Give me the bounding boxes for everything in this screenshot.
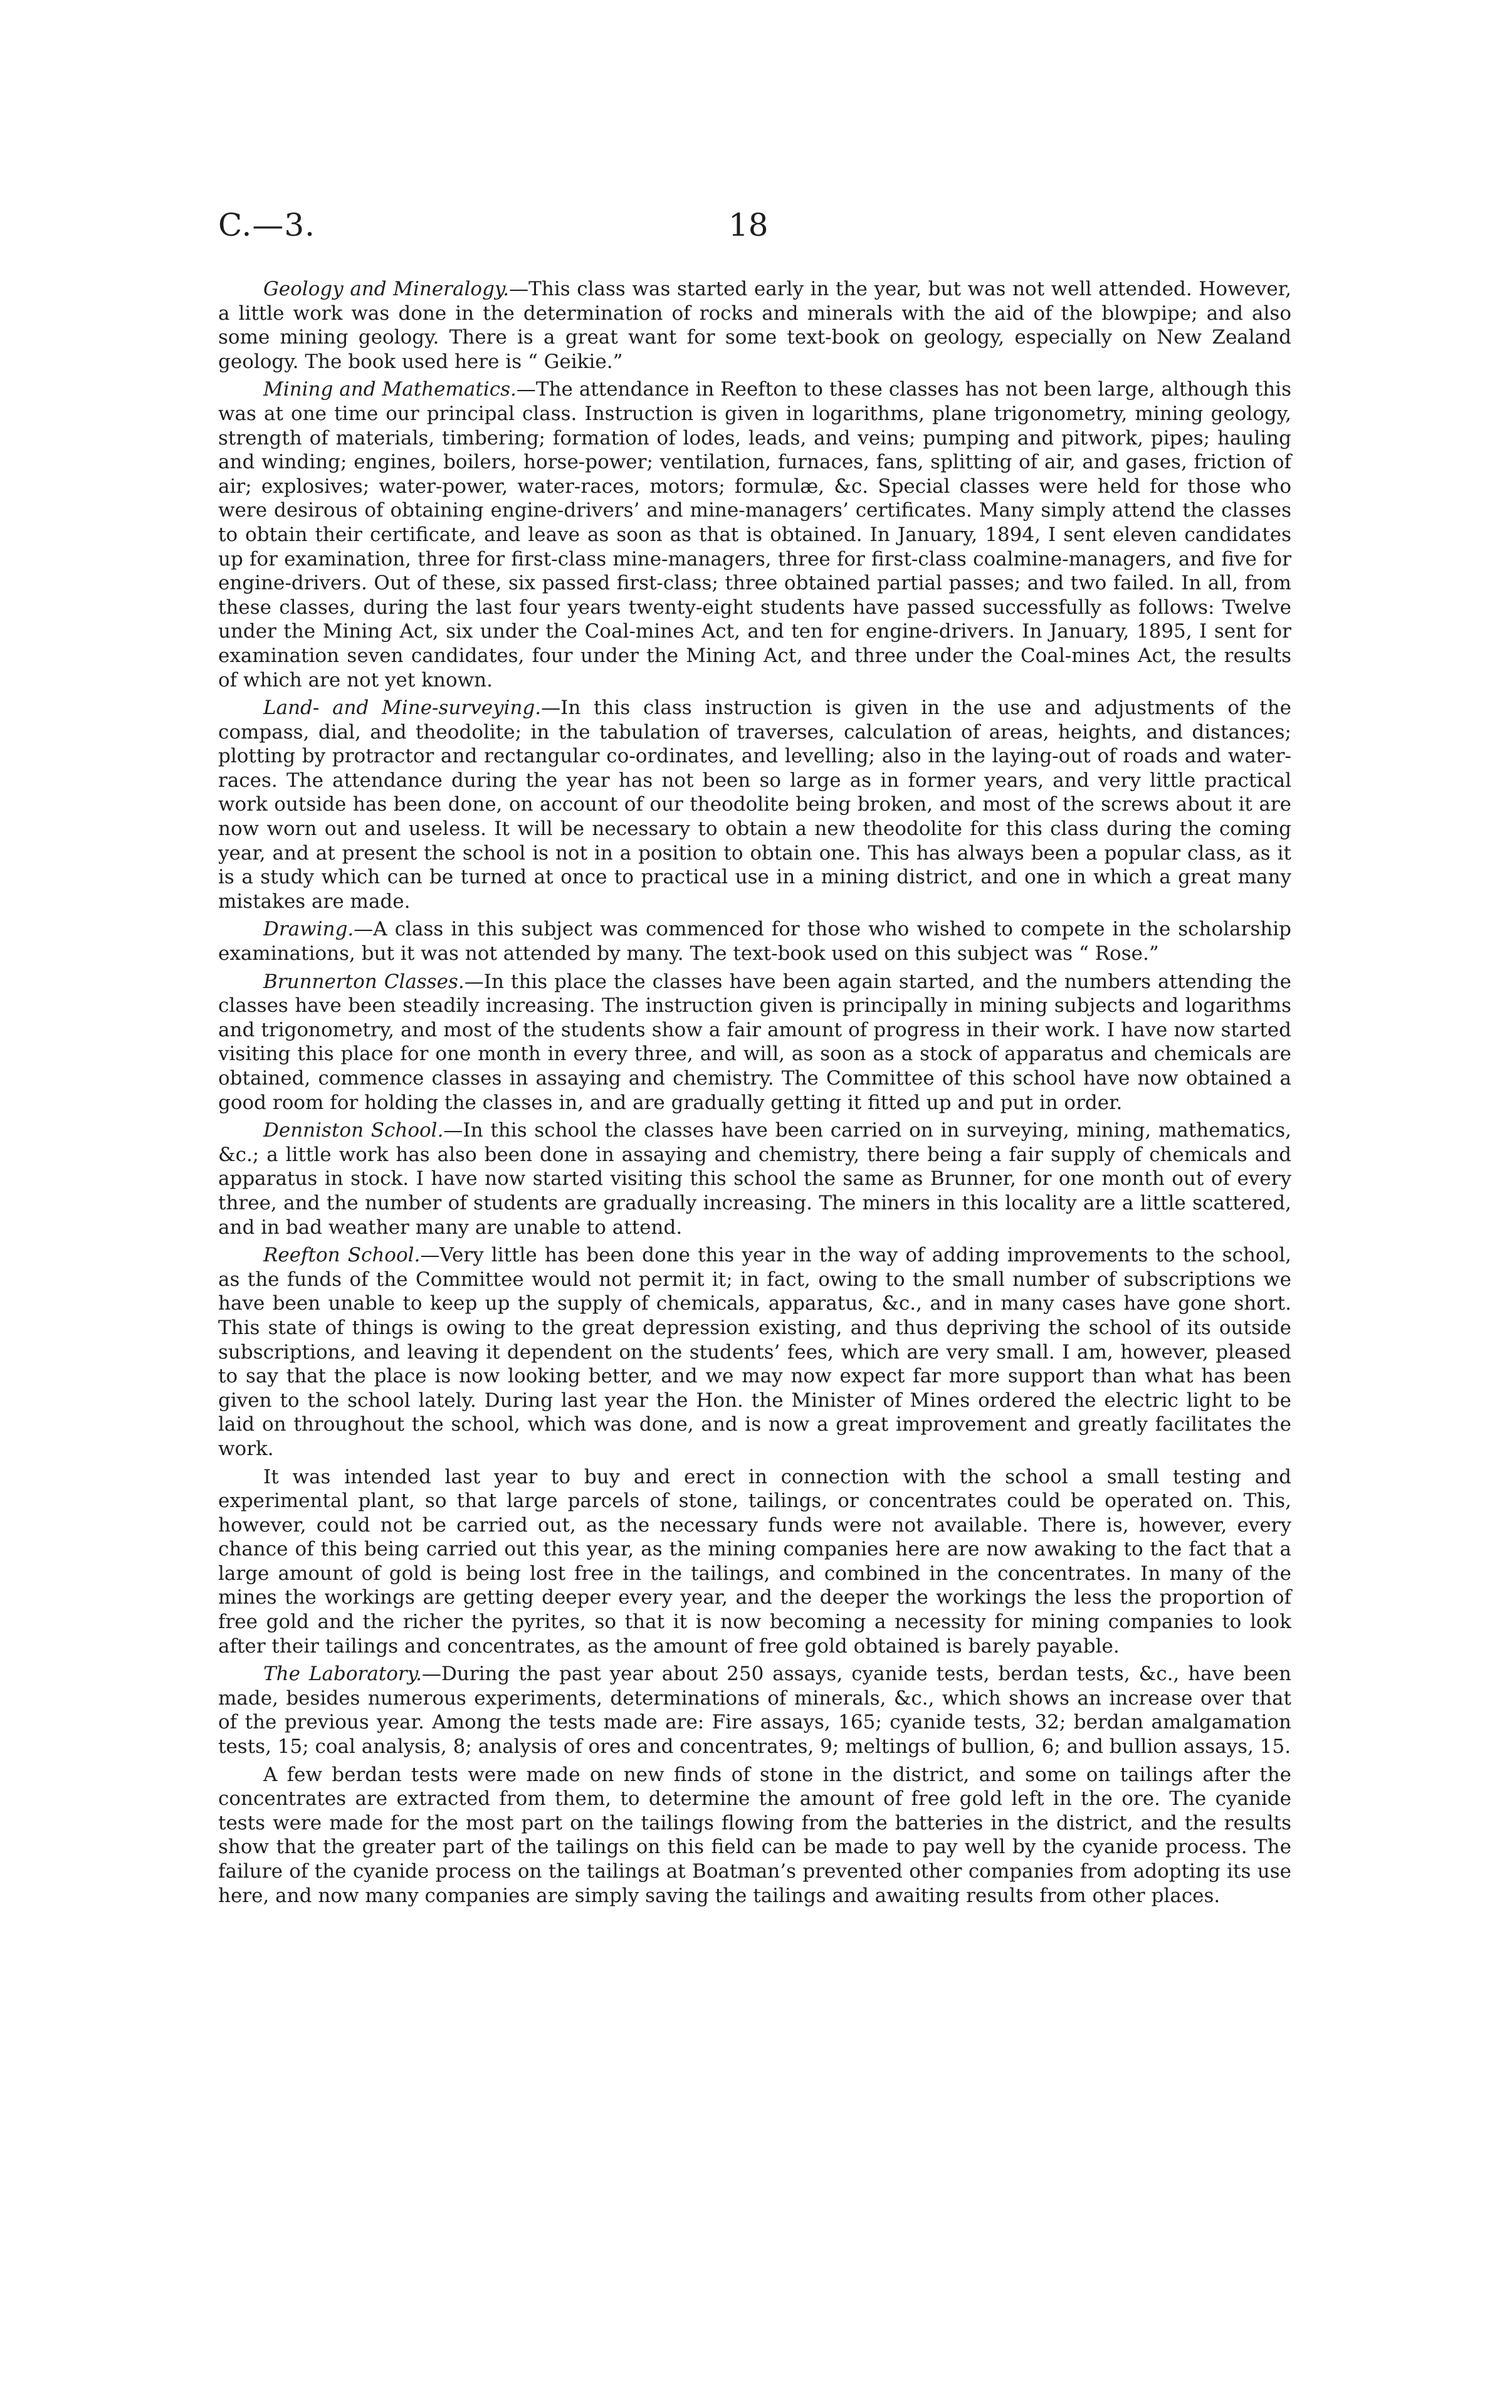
paragraph-text: —In this place the classes have been again started, and the numbers attending the classes have been steadily increasing. The instruction given is principally in mining subjects and logarithms and trigonometry, and most of the students show a fair amount of progress in their work. I have now started visiting this place for one month in every three, and will, as soon as a stock of apparatus and chemicals are obtained, commence classes in assaying and chemistry. The Committee of this school have now obtained a good room for holding the classes in, and are gradually getting it fitted up and put in order.	[218, 970, 1291, 1114]
paragraph-title: Reefton School.	[263, 1244, 421, 1267]
paragraph-text: —Very little has been done this year in the way of adding improvements to the school, as the funds of the Committee would not permit it; in fact, owing to the small number of subscriptions we have been unable to keep up the supply of chemicals, apparatus, &c., and in many cases have gone short. This state of things is owing to the great depression existing, and thus depriving the school of its outside subscriptions, and leaving it dependent on the students’ fees, which are very small. I am, however, pleased to say that the place is now looking better, and we may now expect far more support than what has been given to the school lately. During last year the Hon. the Minister of Mines ordered the electric light to be laid on throughout the school, which was done, and is now a great improvement and greatly facilitates the work.	[218, 1244, 1291, 1460]
paragraph-text: —In this class instruction is given in the use and adjustments of the compass, dial, and theodolite; in the tabulation of traverses, calculation of areas, heights, and distances; plotting by protractor and rectangular co-ordinates, and levelling; also in the laying-out of roads and water-races. The attendance during the year has not been so large as in former years, and very little practical work outside has been done, on account of our theodolite being broken, and most of the screws about it are now worn out and useless. It will be necessary to obtain a new theodolite for this class during the coming year, and at present the school is not in a position to obtain one. This has always been a popular class, as it is a study which can be turned at once to practical use in a mining district, and one in which a great many mistakes are made.	[218, 697, 1291, 913]
paragraph-title: Drawing.	[263, 918, 354, 941]
page-reference: C.—3.	[218, 207, 316, 243]
paragraph-drawing	[218, 917, 1291, 965]
paragraph-text: —During the past year about 250 assays, cyanide tests, berdan tests, &c., have been made, besides numerous experiments, determinations of minerals, &c., which shows an increase over that of the previous year. Among the tests made are: Fire assays, 165; cyanide tests, 32; berdan amalgamation tests, 15; coal analysis, 8; analysis of ores and concentrates, 9; meltings of bullion, 6; and bullion assays, 15.	[218, 1663, 1291, 1759]
paragraph-brunnerton	[218, 970, 1291, 1115]
paragraph-text: A few berdan tests were made on new finds of stone in the district, and some on tailings after the concentrates are extracted from them, to determine the amount of free gold left in the ore. The cyanide tests were made for the most part on the tailings flowing from the batteries in the district, and the results show that the greater part of the tailings on this field can be made to pay well by the cyanide process. The failure of the cyanide process on the tailings at Boatman’s prevented other companies from adopting its use here, and now many companies are simply saving the tailings and awaiting results from other places.	[218, 1763, 1291, 1907]
paragraph-title: Land- and Mine-surveying.	[263, 697, 542, 720]
paragraph-text: —This class was started early in the year, but was not well attended. However, a little work was done in the determination of rocks and minerals with the aid of the blowpipe; and also some mining geology. There is a great want for some text-book on geology, especially on New Zealand geology. The book used here is “ Geikie.”	[218, 278, 1291, 373]
paragraph-text: —The attendance in Reefton to these classes has not been large, although this was at one time our principal class. Instruction is given in logarithms, plane trigonometry, mining geology, strength of materials, timbering; formation of lodes, leads, and veins; pumping and pitwork, pipes; hauling and winding; engines, boilers, horse-power; ventilation, furnaces, fans, splitting of air, and gases, friction of air; explosives; water-power, water-races, motors; formulæ, &c. Special classes were held for those who were desirous of obtaining engine-drivers’ and mine-managers’ certificates. Many simply attend the classes to obtain their certificate, and leave as soon as that is obtained. In January, 1894, I sent eleven candidates up for examination, three for first-class mine-managers, three for first-class coalmine-managers, and five for engine-drivers. Out of these, six passed first-class; three obtained partial passes; and two failed. In all, from these classes, during the last four years twenty-eight students have passed successfully as follows: Twelve under the Mining Act, six under the Coal-mines Act, and ten for engine-drivers. In January, 1895, I sent for examination seven candidates, four under the Mining Act, and three under the Coal-mines Act, the results of which are not yet known.	[218, 378, 1291, 691]
paragraph-surveying	[218, 696, 1291, 913]
paragraph-title: Mining and Mathematics.	[263, 378, 517, 401]
paragraph-title: Geology and Mineralogy.	[263, 278, 510, 300]
paragraph-berdan-tests	[218, 1763, 1291, 1908]
paragraph-text: —A class in this subject was commenced for those who wished to compete in the scholarship examinations, but it was not attended by many. The text-book used on this subject was “ Rose.”	[218, 918, 1291, 965]
paragraph-denniston	[218, 1118, 1291, 1239]
paragraph-laboratory	[218, 1662, 1291, 1759]
paragraph-reefton-school	[218, 1243, 1291, 1461]
paragraph-text: It was intended last year to buy and erect in connection with the school a small testing and experimental plant, so that large parcels of stone, tailings, or concentrates could be operated on. This, however, could not be carried out, as the necessary funds were not available. There is, however, every chance of this being carried out this year, as the mining companies here are now awaking to the fact that a large amount of gold is being lost free in the tailings, and combined in the concentrates. In many of the mines the workings are getting deeper every year, and the deeper the workings the less the proportion of free gold and the richer the pyrites, so that it is now becoming a necessity for mining companies to look after their tailings and concentrates, as the amount of free gold obtained is barely payable.	[218, 1465, 1291, 1658]
paragraph-title: The Laboratory.	[263, 1663, 422, 1686]
paragraph-text: —In this school the classes have been carried on in surveying, mining, mathematics, &c.; a little work has also been done in assaying and chemistry, there being a fair supply of chemicals and apparatus in stock. I have now started visiting this school the same as Brunner, for one month out of every three, and the number of students are gradually increasing. The miners in this locality are a little scattered, and in bad weather many are unable to attend.	[218, 1119, 1291, 1239]
paragraph-testing-plant	[218, 1465, 1291, 1659]
paragraph-title: Denniston School.	[263, 1119, 444, 1142]
document-page	[218, 207, 1291, 1911]
paragraph-title: Brunnerton Classes.	[263, 970, 465, 993]
paragraph-mining-mathematics	[218, 377, 1291, 692]
page-header	[218, 207, 1291, 270]
paragraph-geology	[218, 277, 1291, 374]
page-number: 18	[728, 207, 769, 243]
